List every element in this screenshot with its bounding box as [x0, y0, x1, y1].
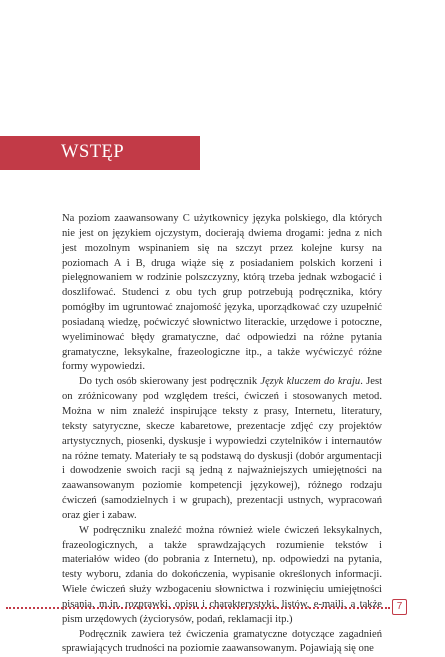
body-text	[62, 212, 382, 657]
section-header-band	[0, 136, 200, 170]
paragraph-1: Na poziom zaawansowany C użytkownicy języka polskiego, dla których nie jest on językiem ojczystym, docierają dwiema drogami: jedna z nich jest mozolnym wspinaniem się na szczyt przez kolejne kursy na poziomach A i B, druga wiąże się z posiadaniem polskich korzeni i pielęgnowaniem w rodzinie polszczyzny, którą trzeba jednak wzbogacić i doszlifować. Studenci z obu tych grup potrzebują podręcznika, który pomógłby im ugruntować znajomość języka, uporządkować czy uzupełnić posiadaną wiedzę, poćwiczyć słownictwo literackie, urzędowe i potoczne, wyeliminować błędy gramatyczne, dać odpowiedzi na różne pytania gramatyczne, leksykalne, frazeologiczne itp., a także wyćwiczyć różne formy wypowiedzi.	[62, 213, 382, 373]
footer-dotted-rule	[6, 607, 390, 609]
book-title: Język kluczem do kraju	[260, 376, 361, 388]
paragraph-2-rest: . Jest on zróżnicowany pod względem treści, ćwiczeń i stosowanych metod. Można w nim znaleźć inspirujące teksty z prasy, Internetu, literatury, teksty satyryczne, skecze kabaretowe, prezentacje zdjęć czy projektów artystycznych, piosenki, dyskusje i wypowiedzi czytelników i internautów na różne tematy. Materiały te są podstawą do dyskusji (dobór argumentacji i dowodzenie swoich racji są jedną z najważniejszych umiejętności na zaawansowanym poziomie kompetencji językowej), różnego rodzaju ćwiczeń (samodzielnych i w grupach), prezentacji ustnych, wypracowań oraz gier i zabaw.	[62, 376, 383, 521]
paragraph-2-intro: Do tych osób skierowany jest podręcznik	[79, 376, 261, 388]
paragraph-2	[62, 375, 382, 523]
paragraph-4: Podręcznik zawiera też ćwiczenia gramatyczne dotyczące zagadnień sprawiających trudności na poziomie zaawansowanym. Pojawiają się one	[62, 628, 382, 655]
page-number: 7	[392, 599, 407, 615]
paragraph-3: W podręczniku znaleźć można również wiele ćwiczeń leksykalnych, frazeologicznych, a także sprawdzających rozumienie tekstów i materiałów wideo (do pobrania z Internetu), np. odpowiedzi na pytania, testy wyboru, zdania do dokończenia, wypisanie określonych informacji. Wiele ćwiczeń służy wzbogaceniu słownictwa i rozwinięciu umiejętności pisania, m.in. rozprawki, opisu i charakterystyki, listów, e-maili, a także pism urzędowych (życiorysów, podań, reklamacji itp.)	[62, 524, 382, 625]
section-title: WSTĘP	[61, 142, 125, 162]
